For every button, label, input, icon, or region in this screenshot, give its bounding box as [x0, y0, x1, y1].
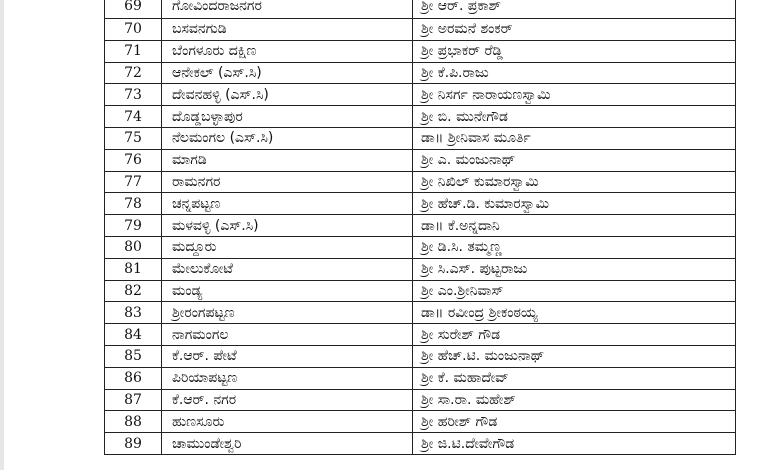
row-number: 79	[105, 215, 162, 237]
table-row	[105, 40, 736, 62]
table-row	[105, 149, 736, 171]
constituency-name: ಮೇಲುಕೋಟೆ	[162, 258, 413, 280]
row-number: 71	[105, 40, 162, 62]
candidate-name: ಡಾ॥ ರವೀಂದ್ರ ಶ್ರೀಕಂಠಯ್ಯ	[413, 302, 736, 324]
constituency-name: ಬೆಂಗಳೂರು ದಕ್ಷಿಣ	[162, 40, 413, 62]
table-row	[105, 345, 736, 367]
constituency-name: ಚನ್ನಪಟ್ಟಣ	[162, 193, 413, 215]
row-number: 84	[105, 324, 162, 346]
candidate-name: ಶ್ರೀ ಪ್ರಭಾಕರ್ ರೆಡ್ಡಿ	[413, 40, 736, 62]
row-number: 78	[105, 193, 162, 215]
table-row	[105, 433, 736, 455]
table-row	[105, 236, 736, 258]
candidate-name: ಶ್ರೀ ಹರೀಶ್ ಗೌಡ	[413, 411, 736, 433]
constituency-name: ಮಳವಳ್ಳಿ (ಎಸ್.ಸಿ)	[162, 215, 413, 237]
table-row	[105, 193, 736, 215]
row-number: 77	[105, 171, 162, 193]
row-number: 83	[105, 302, 162, 324]
constituency-name: ಬಸವನಗುಡಿ	[162, 19, 413, 41]
row-number: 80	[105, 236, 162, 258]
candidate-name: ಶ್ರೀ ಸಿ.ಎಸ್. ಪುಟ್ಟರಾಜು	[413, 258, 736, 280]
candidate-name: ಡಾ॥ ಶ್ರೀನಿವಾಸ ಮೂರ್ತಿ	[413, 127, 736, 149]
candidate-name: ಶ್ರೀ ನಿಸರ್ಗ ನಾರಾಯಣಸ್ವಾಮಿ	[413, 84, 736, 106]
candidate-name: ಶ್ರೀ ಬಿ. ಮುನೇಗೌಡ	[413, 106, 736, 128]
row-number: 73	[105, 84, 162, 106]
table-row	[105, 127, 736, 149]
candidate-name: ಶ್ರೀ ನಿಖಿಲ್ ಕುಮಾರಸ್ವಾಮಿ	[413, 171, 736, 193]
table-row	[105, 106, 736, 128]
row-number: 82	[105, 280, 162, 302]
row-number: 69	[105, 0, 162, 19]
table-row	[105, 280, 736, 302]
constituency-name: ಆನೇಕಲ್ (ಎಸ್.ಸಿ)	[162, 62, 413, 84]
table-row	[105, 302, 736, 324]
table-row	[105, 19, 736, 41]
table-row	[105, 389, 736, 411]
row-number: 81	[105, 258, 162, 280]
candidate-name: ಶ್ರೀ ಸುರೇಶ್ ಗೌಡ	[413, 324, 736, 346]
constituency-name: ಮದ್ದೂರು	[162, 236, 413, 258]
row-number: 88	[105, 411, 162, 433]
constituency-name: ಕೆ.ಆರ್. ನಗರ	[162, 389, 413, 411]
constituency-name: ನಾಗಮಂಗಲ	[162, 324, 413, 346]
candidate-table	[104, 0, 736, 455]
constituency-name: ಪಿರಿಯಾಪಟ್ಟಣ	[162, 367, 413, 389]
candidate-name: ಡಾ॥ ಕೆ.ಅನ್ನದಾನಿ	[413, 215, 736, 237]
candidate-name: ಶ್ರೀ ಸಾ.ರಾ. ಮಹೇಶ್	[413, 389, 736, 411]
candidate-name: ಶ್ರೀ ಹೆಚ್.ಡಿ. ಕುಮಾರಸ್ವಾಮಿ	[413, 193, 736, 215]
candidate-name: ಶ್ರೀ ಕೆ. ಮಹಾದೇವ್	[413, 367, 736, 389]
constituency-name: ನೆಲಮಂಗಲ (ಎಸ್.ಸಿ)	[162, 127, 413, 149]
constituency-name: ಶ್ರೀರಂಗಪಟ್ಟಣ	[162, 302, 413, 324]
row-number: 72	[105, 62, 162, 84]
candidate-name: ಶ್ರೀ ಎಂ.ಶ್ರೀನಿವಾಸ್	[413, 280, 736, 302]
constituency-name: ಮಾಗಡಿ	[162, 149, 413, 171]
table-row	[105, 215, 736, 237]
constituency-name: ಚಾಮುಂಡೇಶ್ವರಿ	[162, 433, 413, 455]
candidate-name: ಶ್ರೀ ಎ. ಮಂಜುನಾಥ್	[413, 149, 736, 171]
left-scan-edge	[0, 0, 4, 470]
candidate-name: ಶ್ರೀ ಹೆಚ್.ಟಿ. ಮಂಜುನಾಥ್	[413, 345, 736, 367]
candidate-name: ಶ್ರೀ ಜಿ.ಟಿ.ದೇವೇಗೌಡ	[413, 433, 736, 455]
constituency-name: ರಾಮನಗರ	[162, 171, 413, 193]
table-row	[105, 258, 736, 280]
table-row	[105, 0, 736, 19]
row-number: 74	[105, 106, 162, 128]
constituency-name: ಕೆ.ಆರ್. ಪೇಟೆ	[162, 345, 413, 367]
table-row	[105, 411, 736, 433]
constituency-name: ಮಂಡ್ಯ	[162, 280, 413, 302]
row-number: 75	[105, 127, 162, 149]
candidate-name: ಶ್ರೀ ಕೆ.ಪಿ.ರಾಜು	[413, 62, 736, 84]
candidate-name: ಶ್ರೀ ಅರಮನೆ ಶಂಕರ್	[413, 19, 736, 41]
candidate-name: ಶ್ರೀ ಆರ್. ಪ್ರಕಾಶ್	[413, 0, 736, 19]
constituency-name: ಗೋವಿಂದರಾಜನಗರ	[162, 0, 413, 19]
table-row	[105, 324, 736, 346]
table-row	[105, 62, 736, 84]
table-row	[105, 367, 736, 389]
table-row	[105, 84, 736, 106]
row-number: 89	[105, 433, 162, 455]
constituency-name: ಹುಣಸೂರು	[162, 411, 413, 433]
candidate-name: ಶ್ರೀ ಡಿ.ಸಿ. ತಮ್ಮಣ್ಣ	[413, 236, 736, 258]
row-number: 70	[105, 19, 162, 41]
row-number: 85	[105, 345, 162, 367]
constituency-name: ದೊಡ್ಡಬಳ್ಳಾಪುರ	[162, 106, 413, 128]
table-body	[105, 0, 736, 454]
row-number: 87	[105, 389, 162, 411]
table-row	[105, 171, 736, 193]
row-number: 76	[105, 149, 162, 171]
row-number: 86	[105, 367, 162, 389]
constituency-name: ದೇವನಹಳ್ಳಿ (ಎಸ್.ಸಿ)	[162, 84, 413, 106]
